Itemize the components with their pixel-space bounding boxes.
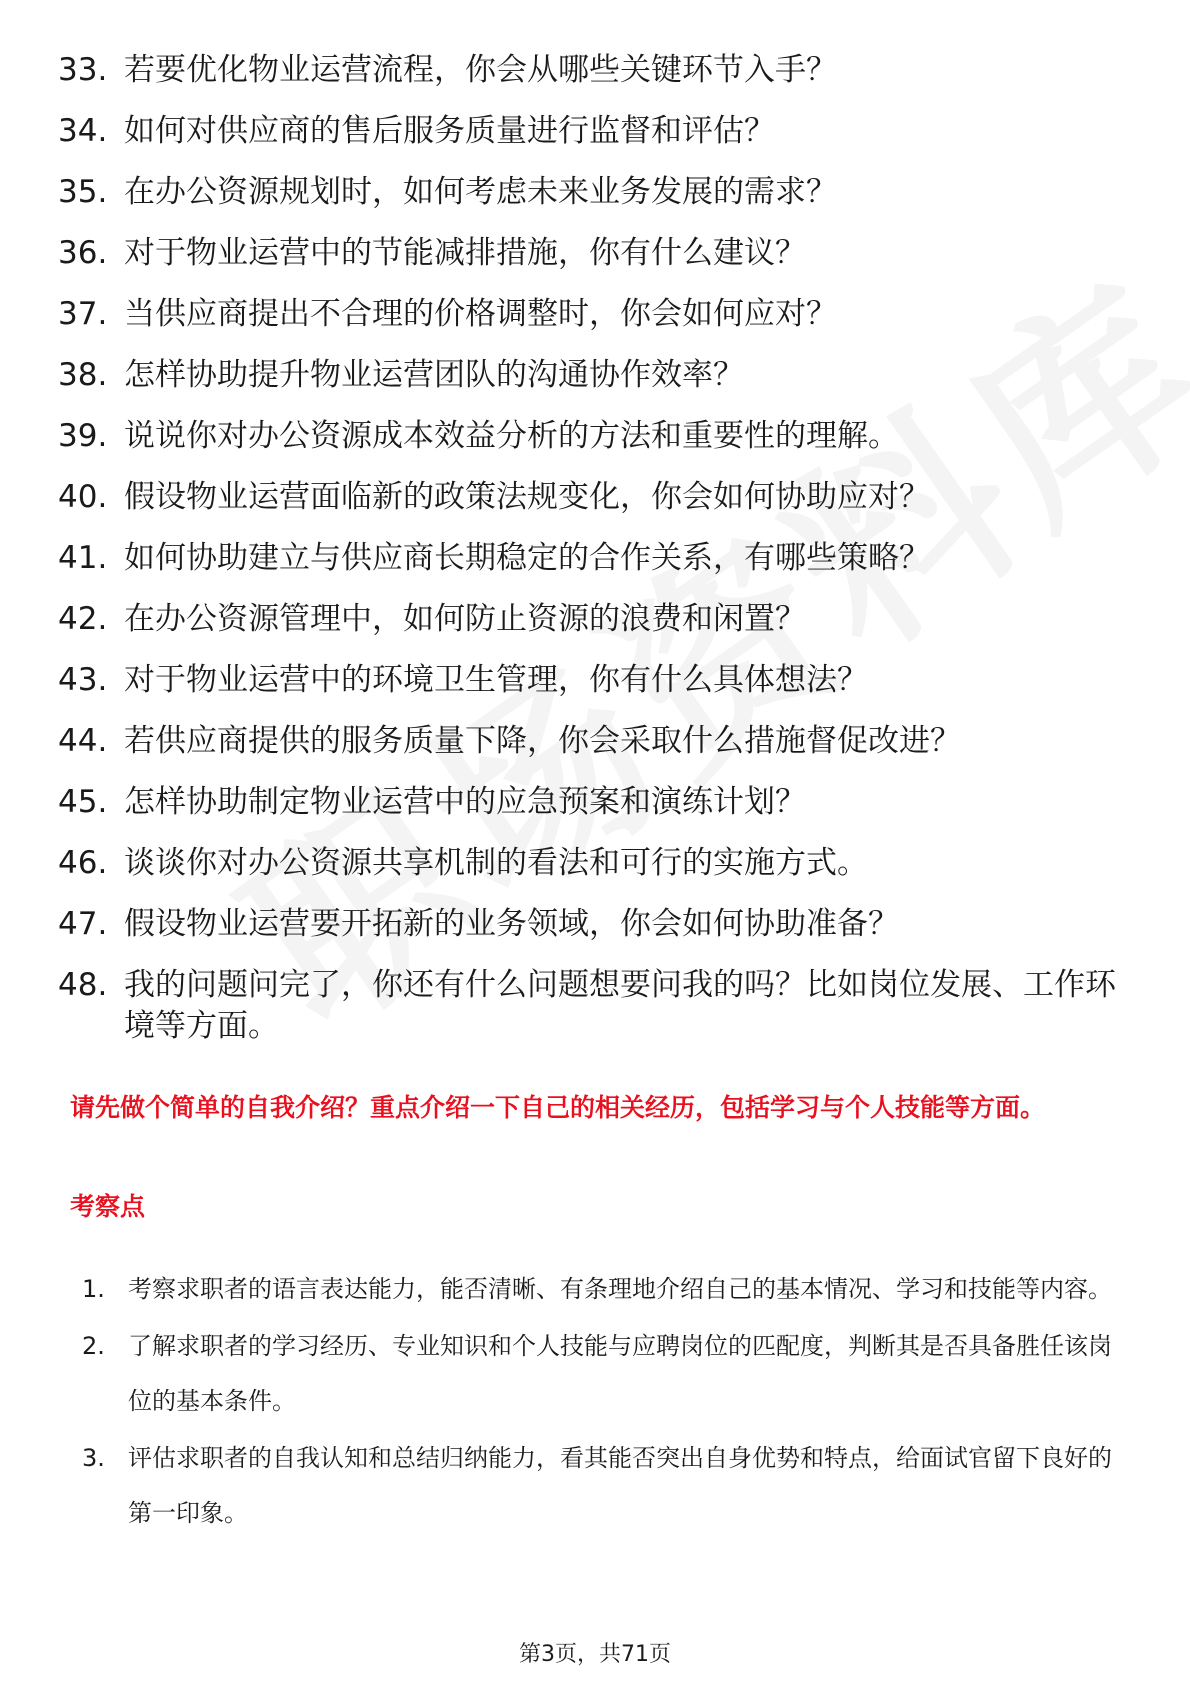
point-number: 2. (82, 1332, 105, 1360)
question-number: 40. (58, 479, 108, 515)
page-footer: 第3页，共71页 (519, 1642, 671, 1667)
point-text: 了解求职者的学习经历、专业知识和个人技能与应聘岗位的匹配度，判断其是否具备胜任该岗位的基本条件。 (128, 1332, 1112, 1415)
question-item (58, 843, 1118, 884)
point-text: 考察求职者的语言表达能力，能否清晰、有条理地介绍自己的基本情况、学习和技能等内容。 (128, 1275, 1112, 1303)
question-item (58, 111, 1118, 152)
question-number: 44. (58, 723, 108, 759)
question-text: 谈谈你对办公资源共享机制的看法和可行的实施方式。 (124, 845, 868, 881)
point-item (82, 1262, 1122, 1317)
question-item (58, 172, 1118, 213)
self-intro-question: 请先做个简单的自我介绍？重点介绍一下自己的相关经历，包括学习与个人技能等方面。 (70, 1093, 1046, 1122)
question-item (58, 477, 1118, 518)
question-text: 在办公资源规划时，如何考虑未来业务发展的需求？ (124, 174, 837, 210)
question-text: 怎样协助提升物业运营团队的沟通协作效率？ (124, 357, 744, 393)
question-text: 如何对供应商的售后服务质量进行监督和评估？ (124, 113, 775, 149)
question-number: 37. (58, 296, 108, 332)
question-number: 41. (58, 540, 108, 576)
question-text: 在办公资源管理中，如何防止资源的浪费和闲置？ (124, 601, 806, 637)
point-number: 1. (82, 1275, 105, 1303)
question-text: 当供应商提出不合理的价格调整时，你会如何应对？ (124, 296, 837, 332)
question-text: 假设物业运营面临新的政策法规变化，你会如何协助应对？ (124, 479, 930, 515)
question-number: 33. (58, 52, 108, 88)
section-title: 考察点 (70, 1192, 146, 1221)
question-number: 39. (58, 418, 108, 454)
question-number: 46. (58, 845, 108, 881)
question-text: 我的问题问完了，你还有什么问题想要问我的吗？比如岗位发展、工作环境等方面。 (124, 967, 1116, 1044)
question-item (58, 294, 1118, 335)
question-list (58, 50, 1118, 1067)
question-number: 47. (58, 906, 108, 942)
question-text: 若供应商提供的服务质量下降，你会采取什么措施督促改进？ (124, 723, 961, 759)
question-number: 38. (58, 357, 108, 393)
question-text: 怎样协助制定物业运营中的应急预案和演练计划？ (124, 784, 806, 820)
question-item (58, 538, 1118, 579)
question-item (58, 782, 1118, 823)
question-number: 43. (58, 662, 108, 698)
question-item (58, 721, 1118, 762)
question-text: 对于物业运营中的环境卫生管理，你有什么具体想法？ (124, 662, 868, 698)
question-number: 45. (58, 784, 108, 820)
question-number: 34. (58, 113, 108, 149)
question-item (58, 660, 1118, 701)
question-item (58, 233, 1118, 274)
question-item (58, 355, 1118, 396)
point-number: 3. (82, 1444, 105, 1472)
question-text: 假设物业运营要开拓新的业务领域，你会如何协助准备？ (124, 906, 899, 942)
question-text: 说说你对办公资源成本效益分析的方法和重要性的理解。 (124, 418, 899, 454)
question-number: 36. (58, 235, 108, 271)
question-number: 48. (58, 967, 108, 1003)
point-item (82, 1319, 1122, 1429)
question-item (58, 599, 1118, 640)
question-item (58, 965, 1118, 1047)
question-item (58, 904, 1118, 945)
question-number: 35. (58, 174, 108, 210)
question-text: 若要优化物业运营流程，你会从哪些关键环节入手？ (124, 52, 837, 88)
question-item (58, 416, 1118, 457)
point-item (82, 1431, 1122, 1541)
assessment-points (82, 1262, 1122, 1543)
point-text: 评估求职者的自我认知和总结归纳能力，看其能否突出自身优势和特点，给面试官留下良好的第一印象。 (128, 1444, 1112, 1527)
question-number: 42. (58, 601, 108, 637)
question-item (58, 50, 1118, 91)
question-text: 如何协助建立与供应商长期稳定的合作关系，有哪些策略？ (124, 540, 930, 576)
question-text: 对于物业运营中的节能减排措施，你有什么建议？ (124, 235, 806, 271)
